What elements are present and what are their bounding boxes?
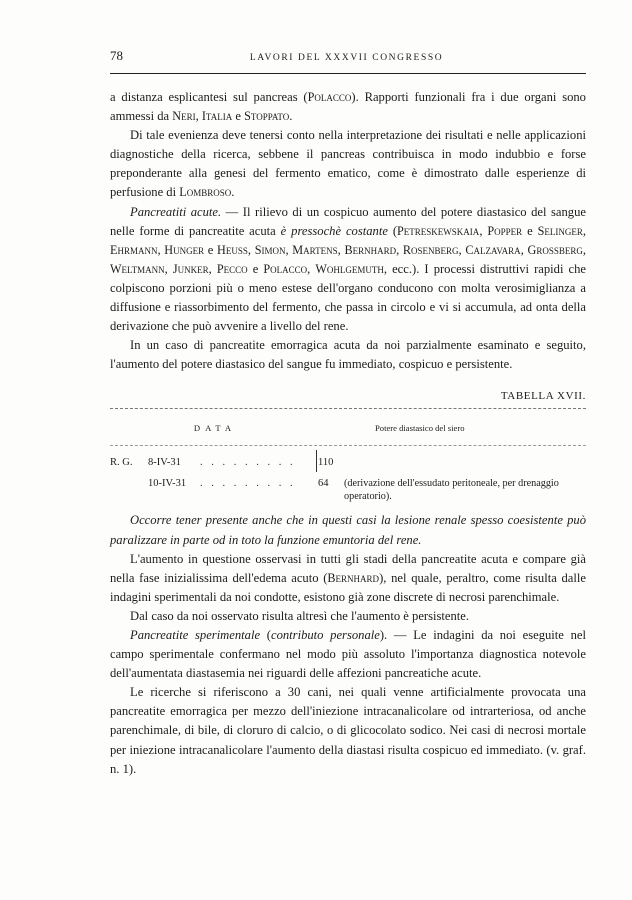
row-value: 64 (318, 478, 329, 490)
paragraph-7: Dal caso da noi osservato risulta altresì che l'aumento è persistente. (130, 608, 470, 623)
table-row (110, 456, 586, 469)
row-leader-dots: . . . . . . . . . (200, 478, 296, 490)
col-header-data: DATA (193, 423, 237, 434)
row-note: (derivazione dell'essudato peritoneale, per drenaggio operatorio). (344, 478, 559, 503)
row-date: 8-IV-31 (148, 457, 181, 469)
row-date: 10-IV-31 (148, 478, 187, 490)
paragraph-1: a distanza esplicantesi sul pancreas (Polacco). Rapporti funzionali fra i due organi sono ammessi da Neri, Italia e Stoppato. (110, 90, 586, 124)
row-value: 110 (318, 457, 334, 469)
section-heading: Pancreatiti acute. (130, 204, 222, 219)
col-header-value: Potere diastasico del siero (375, 423, 465, 434)
paragraph-2: Di tale evenienza deve tenersi conto nella interpretazione dei risultati e nelle applicazioni diagnostiche della ricerca, sebbene il pancreas contribuisca in modo indubbio e forse preponderante alla genesi del fermento ematico, come è dimostrato dalle esperienze di perfusione di Lombroso. (110, 128, 586, 200)
section-heading: Pancreatite sperimentale (130, 627, 261, 642)
table-body (110, 456, 586, 503)
paragraph-6: L'aumento in questione osservasi in tutti gli stadi della pancreatite acuta e compare già nella fase inizialissima dell'edema acuto (Bernhard), nel quale, peraltro, come risulta dalle indagini sperimentali da noi condotte, esistono già zone discrete di necrosi parenchimale. (110, 551, 586, 604)
running-title: LAVORI DEL XXXVII CONGRESSO (249, 53, 444, 63)
header-rule (110, 73, 586, 74)
table-label: TABELLA XVII. (500, 390, 586, 403)
paragraph-9: Le ricerche si riferiscono a 30 cani, nei quali venne artificialmente provocata una pancreatite emorragica per mezzo dell'iniezione intracanalicolare od intrarteriosa, od anche parenchimale, di bile, di cloruro di calcio, o di glicocolato sodico. Nei casi di necrosi mortale per iniezione intracanalicolare l'aumento della diastasi risulta cospicuo ed immediato. (v. graf. n. 1). (110, 685, 586, 776)
row-leader-dots: . . . . . . . . . (200, 457, 296, 469)
document-page (110, 48, 586, 779)
page-number: 78 (110, 48, 123, 63)
paragraph-italic-note: Occorre tener presente anche che in questi casi la lesione renale spesso coesistente può paralizzare in parte od in toto la funzione emuntoria del rene. (110, 513, 586, 547)
paragraph-pancreatite-sperimentale: Pancreatite sperimentale (contributo personale). — Le indagini da noi eseguite nel campo sperimentale confermano nel modo più assoluto l'importanza diagnostica notevole dell'aumentata diastasemia nei riguardi delle affezioni pancreatiche acute. (110, 627, 586, 681)
table-header-rule (110, 445, 586, 446)
table-vertical-rule (316, 450, 317, 472)
table-header (110, 409, 586, 445)
table-row (110, 477, 586, 503)
paragraph-4: In un caso di pancreatite emorragica acuta da noi parzialmente esaminato e seguito, l'aumento del potere diastasico del sangue fu immediato, cospicuo e persistente. (110, 338, 586, 372)
paragraph-pancreatiti-acute: Pancreatiti acute. — Il rilievo di un cospicuo aumento del potere diastasico del sangue nelle forme di pancreatite acuta è pressochè costante (Petreskewskaia, Popper e Selinger, Ehrmann, Hunger e Heuss, Simon, Martens, Bernhard, Rosenberg, Calzavara, Grossberg, Weltmann, Junker, Pecco e Polacco, Wohlgemuth, ecc.). I processi distruttivi rapidi che colpiscono porzioni più o meno estese dell'organo conducono con molta verosimiglianza a diffusione e riassorbimento del fermento, che passa in circolo e vi si accumula, ad onta della derivazione che può avvenire a livello del rene. (110, 204, 587, 334)
page-header (110, 48, 586, 64)
case-label: R. G. (110, 457, 133, 469)
